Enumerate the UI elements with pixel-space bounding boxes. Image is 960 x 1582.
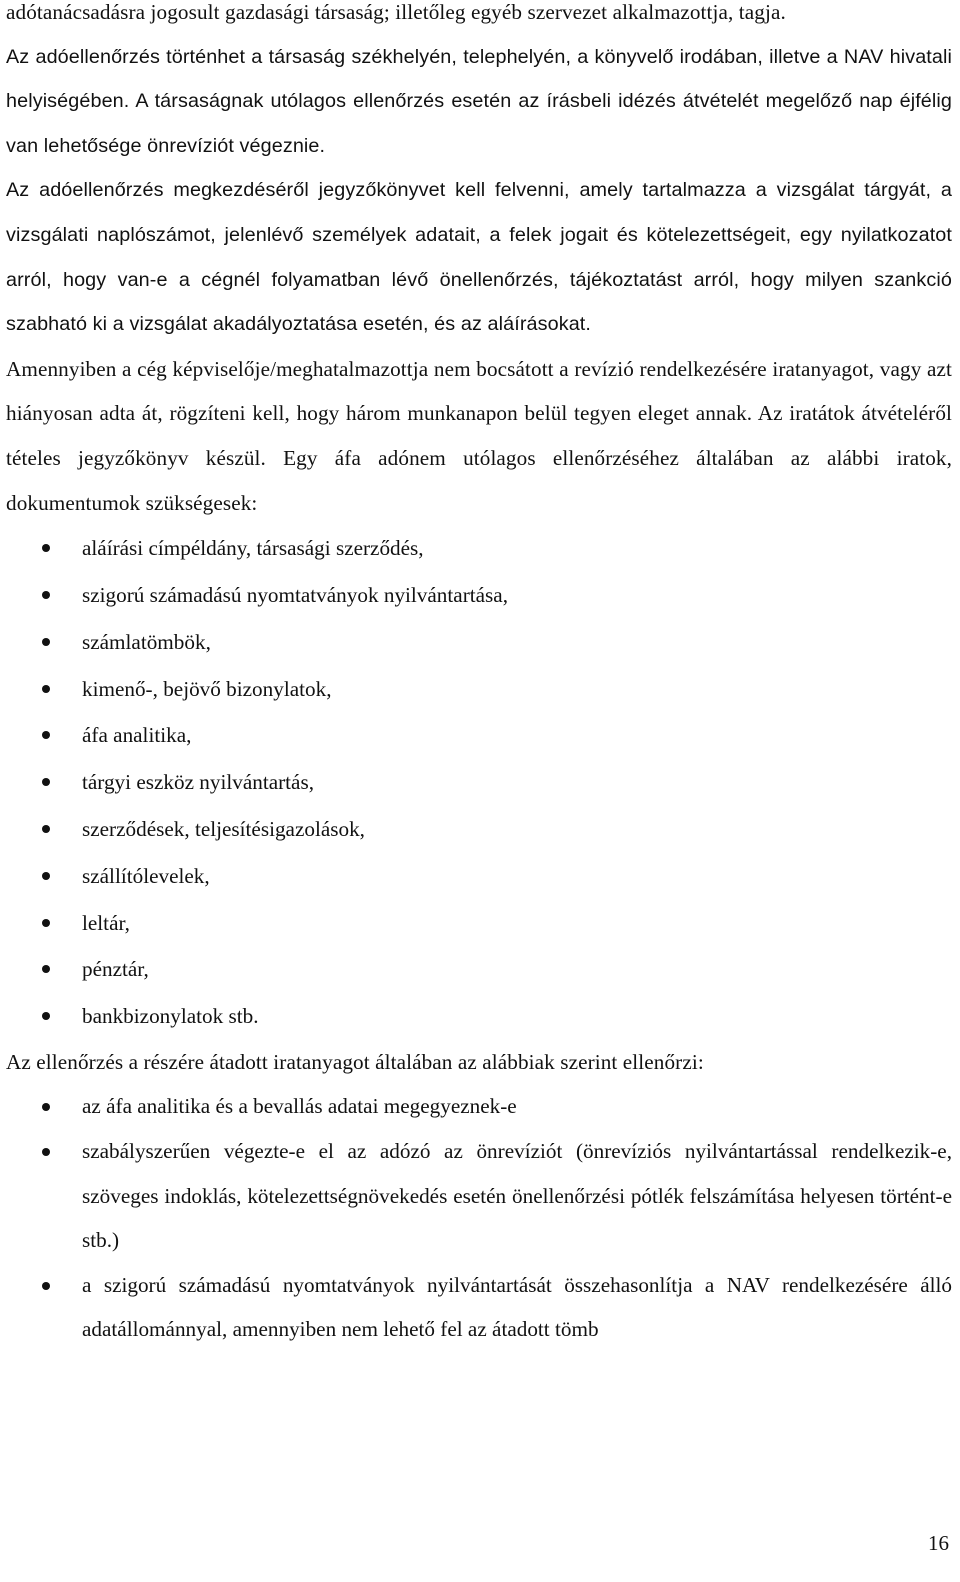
- document-page: [6, 0, 952, 1352]
- list-item: szerződések, teljesítésigazolások,: [6, 806, 952, 853]
- bullet-icon: [42, 685, 50, 693]
- list-item: tárgyi eszköz nyilvántartás,: [6, 759, 952, 806]
- bullet-icon: [42, 731, 50, 739]
- list-item: számlatömbök,: [6, 619, 952, 666]
- paragraph-documents-intro: Amennyiben a cég képviselője/meghatalmazottja nem bocsátott a revízió rendelkezésére iratanyagot, vagy azt hiányosan adta át, rögzíteni kell, hogy három munkanapon belül tegyen eleget annak. Az iratátok átvételéről tételes jegyzőkönyv készül. Egy áfa adónem utólagos ellenőrzéséhez általában az alábbi iratok, dokumentumok szükségesek:: [6, 356, 952, 515]
- bullet-icon: [42, 872, 50, 880]
- required-documents-list: [6, 525, 952, 1040]
- bullet-icon: [42, 1282, 50, 1290]
- list-item: pénztár,: [6, 946, 952, 993]
- bullet-icon: [42, 544, 50, 552]
- list-item: szigorú számadású nyomtatványok nyilvántartása,: [6, 572, 952, 619]
- paragraph-advisor: adótanácsadásra jogosult gazdasági társaság; illetőleg egyéb szervezet alkalmazottja, tagja.: [6, 0, 786, 24]
- list-item: áfa analitika,: [6, 712, 952, 759]
- bullet-icon: [42, 1148, 50, 1156]
- paragraph-location: Az adóellenőrzés történhet a társaság székhelyén, telephelyén, a könyvelő irodában, illetve a NAV hivatali helyiségében. A társaságnak utólagos ellenőrzés esetén az írásbeli idézés átvételét megelőző nap éjfélig van lehetősége önrevíziót végeznie.: [6, 45, 952, 157]
- list-item: kimenő-, bejövő bizonylatok,: [6, 666, 952, 713]
- list-item: szállítólevelek,: [6, 853, 952, 900]
- list-item: az áfa analitika és a bevallás adatai megegyeznek-e: [6, 1084, 952, 1129]
- bullet-icon: [42, 778, 50, 786]
- list-item: leltár,: [6, 900, 952, 947]
- bullet-icon: [42, 965, 50, 973]
- list-item: a szigorú számadású nyomtatványok nyilvántartását összehasonlítja a NAV rendelkezésére álló adatállománnyal, amennyiben nem lehető fel az átadott tömb: [6, 1263, 952, 1352]
- page-number: 16: [928, 1531, 949, 1555]
- list-item: aláírási címpéldány, társasági szerződés,: [6, 525, 952, 572]
- bullet-icon: [42, 1012, 50, 1020]
- audit-checks-list: [6, 1084, 952, 1352]
- paragraph-checks-intro: Az ellenőrzés a részére átadott iratanyagot általában az alábbiak szerint ellenőrzi:: [6, 1049, 704, 1074]
- bullet-icon: [42, 1103, 50, 1111]
- bullet-icon: [42, 591, 50, 599]
- list-item: bankbizonylatok stb.: [6, 993, 952, 1040]
- list-item: szabályszerűen végezte-e el az adózó az önrevíziót (önrevíziós nyilvántartással rendelkezik-e, szöveges indoklás, kötelezettségnövekedés esetén önellenőrzési pótlék felszámítása helyesen történt-e stb.): [6, 1129, 952, 1263]
- bullet-icon: [42, 825, 50, 833]
- bullet-icon: [42, 919, 50, 927]
- paragraph-minutes: Az adóellenőrzés megkezdéséről jegyzőkönyvet kell felvenni, amely tartalmazza a vizsgálat tárgyát, a vizsgálati naplószámot, jelenlévő személyek adatait, a felek jogait és kötelezettségeit, egy nyilatkozatot arról, hogy van-e a cégnél folyamatban lévő önellenőrzés, tájékoztatást arról, hogy milyen szankció szabható ki a vizsgálat akadályoztatása esetén, és az aláírásokat.: [6, 179, 952, 336]
- bullet-icon: [42, 638, 50, 646]
